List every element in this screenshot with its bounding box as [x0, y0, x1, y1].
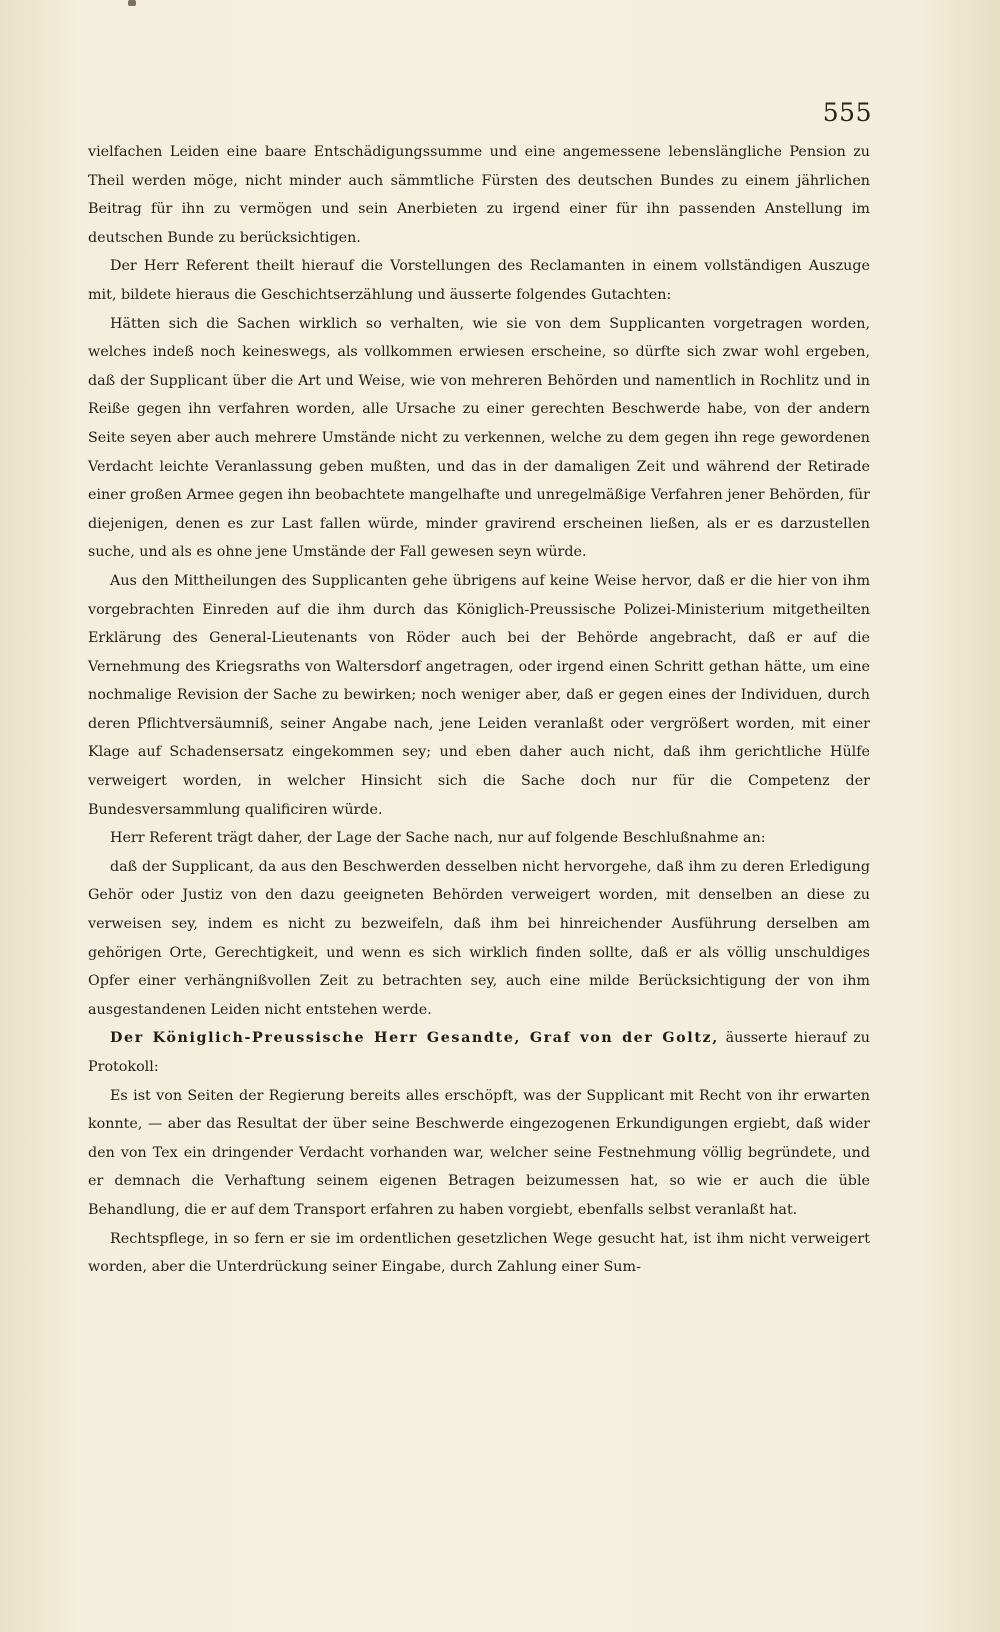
paragraph-7: Es ist von Seiten der Regierung bereits alles erschöpft, was der Supplicant mit Recht von ihr erwarten konnte, — aber das Resultat der über seine Beschwerde eingezogenen Erkundigungen ergiebt, daß wider den von Tex ein dringender Verdacht vorhanden war, welcher seine Festnehmung völlig begründete, und er demnach die Verhaftung seinem eigenen Betragen beizumessen hat, so wie er auch die üble Behandlung, die er auf dem Transport erfahren zu haben vorgiebt, ebenfalls selbst veranlaßt hat. [88, 1087, 870, 1218]
paragraph-6: daß der Supplicant, da aus den Beschwerden desselben nicht hervorgehe, daß ihm zu deren Erledigung Gehör oder Justiz von den dazu geeigneten Behörden verweigert worden, mit denselben an diese zu verweisen sey, indem es nicht zu bezweifeln, daß ihm bei hinreichender Ausführung derselben am gehörigen Orte, Gerechtigkeit, und wenn es sich wirklich finden sollte, daß er als völlig unschuldiges Opfer einer verhängnißvollen Zeit zu betrachten sey, auch eine milde Berücksichtigung der von ihm ausgestandenen Leiden nicht entstehen werde. [88, 858, 870, 1018]
paragraph-2: Der Herr Referent theilt hierauf die Vorstellungen des Reclamanten in einem vollständigen Auszuge mit, bildete hieraus die Geschichtserzählung und äusserte folgendes Gutachten: [88, 258, 870, 303]
scan-artifact [128, 0, 136, 6]
paragraph-8: Rechtspflege, in so fern er sie im ordentlichen gesetzlichen Wege gesucht hat, ist ihm nicht verweigert worden, aber die Unterdrückung seiner Eingabe, durch Zahlung einer Sum- [88, 1230, 870, 1276]
paragraph-1: vielfachen Leiden eine baare Entschädigungssumme und eine angemessene lebenslängliche Pension zu Theil werden möge, nicht minder auch sämmtliche Fürsten des deutschen Bundes zu einem jährlichen Beitrag für ihn zu vermögen und sein Anerbieten zu irgend einer für ihn passenden Anstellung im deutschen Bunde zu berücksichtigen. [88, 144, 870, 246]
paragraph-3: Hätten sich die Sachen wirklich so verhalten, wie sie von dem Supplicanten vorgetragen worden, welches indeß noch keineswegs, als vollkommen erwiesen erscheine, so dürfte sich zwar wohl ergeben, daß der Supplicant über die Art und Weise, wie von mehreren Behörden und namentlich in Rochlitz und in Reiße gegen ihn verfahren worden, alle Ursache zu einer gerechten Beschwerde habe, von der andern Seite seyen aber auch mehrere Umstände nicht zu verkennen, welche zu dem gegen ihn rege gewordenen Verdacht leichte Veranlassung geben mußten, und das in der damaligen Zeit und während der Retirade einer großen Armee gegen ihn beobachtete mangelhafte und unregelmäßige Verfahren jener Behörden, für diejenigen, denen es zur Last fallen würde, minder gravirend erscheinen ließen, als er es darzustellen suche, und als es ohne jene Umstände der Fall gewesen seyn würde. [88, 315, 870, 561]
speaker-name: Der Königlich-Preussische Herr Gesandte, Graf von der Goltz, [110, 1030, 719, 1047]
page-number: 555 [822, 98, 872, 127]
body-text [88, 138, 870, 1282]
speaker-paragraph [88, 1024, 870, 1081]
paragraph-4: Aus den Mittheilungen des Supplicanten gehe übrigens auf keine Weise hervor, daß er die hier von ihm vorgebrachten Einreden auf die ihm durch das Königlich-Preussische Polizei-Ministerium mitgetheilten Erklärung des General-Lieutenants von Röder auch bei der Behörde angebracht, daß er auf die Vernehmung des Kriegsraths von Waltersdorf angetragen, oder irgend einen Schritt gethan hätte, um eine nochmalige Revision der Sache zu bewirken; noch weniger aber, daß er gegen eines der Individuen, durch deren Pflichtversäumniß, seiner Angabe nach, jene Leiden veranlaßt oder vergrößert worden, mit einer Klage auf Schadensersatz eingekommen sey; und eben daher auch nicht, daß ihm gerichtliche Hülfe verweigert worden, in welcher Hinsicht sich die Sache doch nur für die Competenz der Bundesversammlung qualificiren würde. [88, 572, 870, 818]
paragraph-5: Herr Referent trägt daher, der Lage der Sache nach, nur auf folgende Beschlußnahme an: [110, 830, 766, 847]
speaker-continuation: äusserte hierauf zu Protokoll: [88, 1030, 870, 1075]
